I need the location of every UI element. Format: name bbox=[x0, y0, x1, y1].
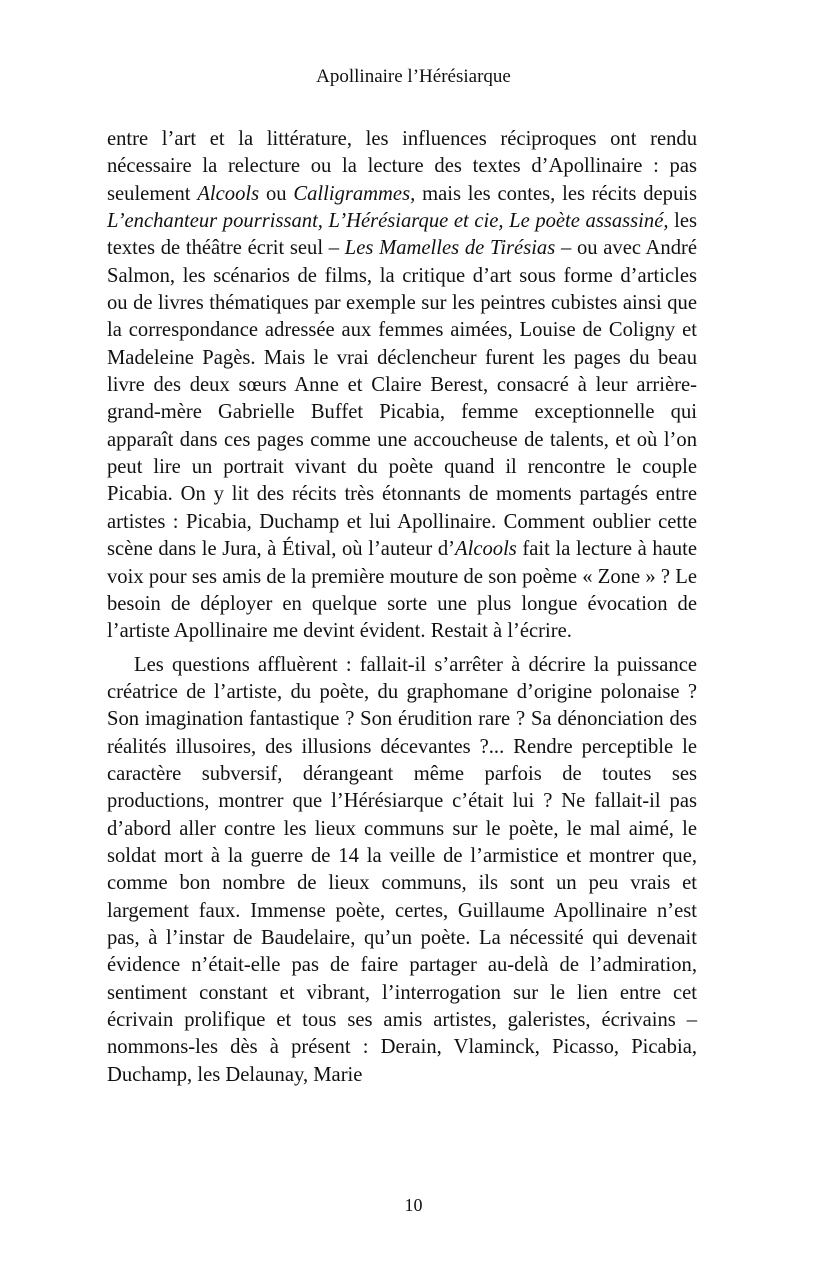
paragraph-1-text-6: fait la lecture à haute voix pour ses amis de la première mouture de son poème « Zone » ? Le besoin de déployer en quelque sorte une plus longue évocation de l’artiste Apollinaire me devint évident. Restait à l’écrire. bbox=[107, 538, 697, 643]
title-mamelles: Les Mamelles de Tirésias bbox=[344, 237, 556, 260]
paragraph-1-text-5: – ou avec André Salmon, les scénarios de films, la critique d’art sous forme d’articles ou de livres thématiques par exemple sur les peintres cubistes ainsi que la correspondance adressée aux femmes aimées, Louise de Coligny et Madeleine Pagès. Mais le vrai déclencheur furent les pages du beau livre des deux sœurs Anne et Claire Berest, consacré à leur arrière-grand-mère Gabrielle Buffet Picabia, femme exceptionnelle qui apparaît dans ces pages comme une accoucheuse de talents, et où l’on peut lire un portrait vivant du poète quand il rencontre le couple Picabia. On y lit des récits très étonnants de moments partagés entre artistes : Picabia, Duchamp et lui Apollinaire. Comment oublier cette scène dans le Jura, à Étival, où l’auteur d’ bbox=[107, 237, 698, 561]
paragraph-1-text-2: ou bbox=[259, 182, 294, 205]
body-text bbox=[107, 126, 697, 1089]
paragraph-1 bbox=[107, 126, 697, 646]
titles-contes: L’enchanteur pourrissant, L’Hérésiarque et cie, Le poète assassiné, bbox=[107, 210, 669, 233]
paragraph-1-text-3: mais les contes, les récits depuis bbox=[415, 182, 697, 205]
paragraph-1-text-4: les textes de théâtre écrit seul – bbox=[107, 210, 697, 260]
paragraph-2: Les questions affluèrent : fallait-il s’arrêter à décrire la puissance créatrice de l’artiste, du poète, du graphomane d’origine polonaise ? Son imagination fantastique ? Son érudition rare ? Sa dénonciation des réalités illusoires, des illusions décevantes ?... Rendre perceptible le caractère subversif, dérangeant même parfois de toutes ses productions, montrer que l’Hérésiarque c’était lui ? Ne fallait-il pas d’abord aller contre les lieux communs sur le poète, le mal aimé, le soldat mort à la guerre de 14 la veille de l’armistice et montrer que, comme bon nombre de lieux communs, ils sont un peu vrais et largement faux. Immense poète, certes, Guillaume Apollinaire n’est pas, à l’instar de Baudelaire, qu’un poète. La nécessité qui devenait évidence n’était-elle pas de faire partager au-delà de l’admiration, sentiment constant et vibrant, l’interrogation sur le lien entre cet écrivain prolifique et tous ses amis artistes, galeristes, écrivains – nommons-les dès à présent : Derain, Vlaminck, Picasso, Picabia, Duchamp, les Delaunay, Marie bbox=[107, 653, 697, 1086]
title-alcools: Alcools bbox=[197, 182, 260, 205]
running-head: Apollinaire l’Hérésiarque bbox=[316, 66, 511, 87]
page-number: 10 bbox=[404, 1195, 423, 1215]
title-alcools-2: Alcools bbox=[455, 538, 517, 561]
title-calligrammes: Calligrammes, bbox=[293, 182, 416, 205]
paragraph-1-text-1: entre l’art et la littérature, les influences réciproques ont rendu nécessaire la relecture ou la lecture des textes d’Apollinaire : pas seulement bbox=[107, 128, 697, 205]
